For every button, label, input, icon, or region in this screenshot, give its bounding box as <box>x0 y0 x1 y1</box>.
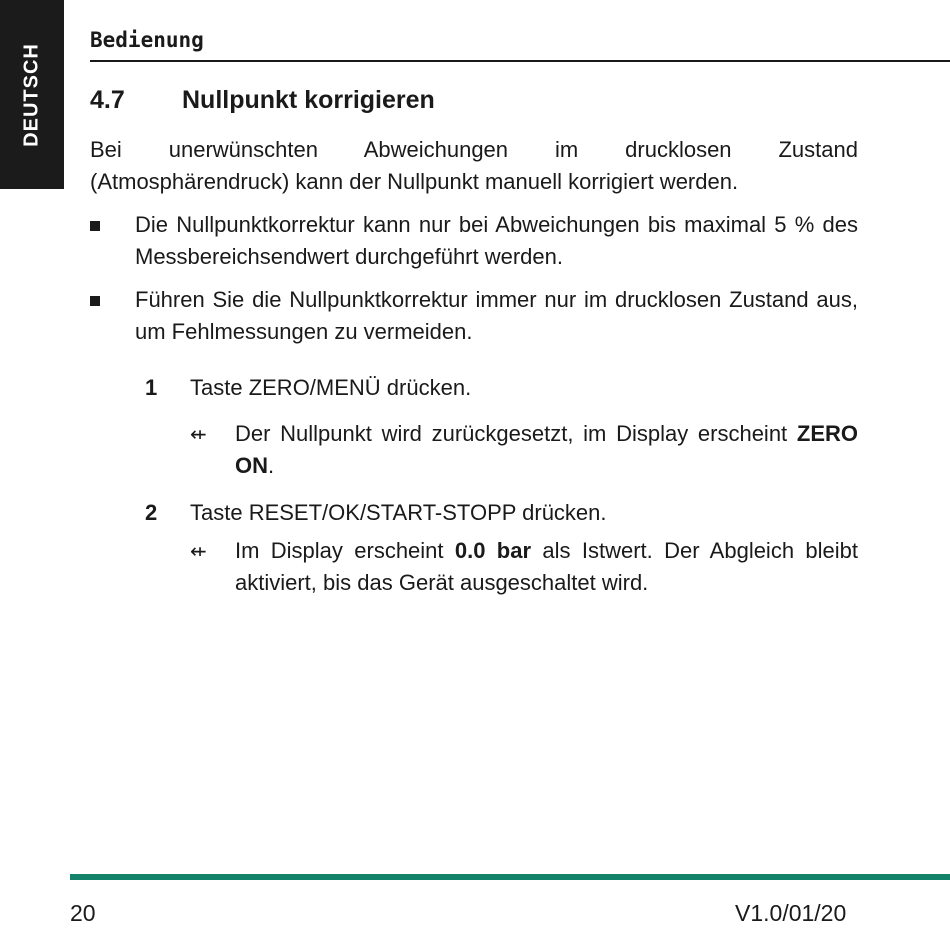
section-number: 4.7 <box>90 86 125 114</box>
step-result <box>190 535 858 599</box>
language-tab <box>0 0 64 189</box>
step-result <box>190 418 858 482</box>
result-display-value: 0.0 bar <box>454 538 532 563</box>
step-item <box>145 497 858 529</box>
step-number: 1 <box>145 375 158 400</box>
result-arrow-icon: ⇷ <box>190 539 207 563</box>
result-text <box>235 535 858 599</box>
result-text <box>235 418 858 482</box>
header-divider <box>90 60 950 62</box>
section-heading <box>90 86 435 115</box>
result-display-value: ZERO ON <box>235 421 858 478</box>
result-text-part: als Istwert. Der Abgleich bleibt aktiviert, bis das Gerät ausgeschaltet wird. <box>235 538 858 595</box>
result-text-part: Im Display erscheint <box>235 538 455 563</box>
bullet-square-icon <box>90 221 100 231</box>
footer-divider <box>70 874 950 880</box>
result-text-part: . <box>268 453 275 478</box>
step-number: 2 <box>145 500 158 525</box>
result-text-part: Der Nullpunkt wird zurückgesetzt, im Display erscheint <box>235 421 797 446</box>
bullet-square-icon <box>90 296 100 306</box>
list-item <box>90 209 858 273</box>
step-text: Taste RESET/OK/START-STOPP drücken. <box>190 500 607 525</box>
bullet-text: Die Nullpunktkorrektur kann nur bei Abweichungen bis maximal 5 % des Messbereichsendwert durchgeführt werden. <box>135 212 858 269</box>
list-item <box>90 284 858 348</box>
intro-paragraph: Bei unerwünschten Abweichungen im drucklosen Zustand (Atmosphärendruck) kann der Nullpunkt manuell korrigiert werden. <box>90 137 858 194</box>
step-text: Taste ZERO/MENÜ drücken. <box>190 375 472 400</box>
page-number: 20 <box>70 900 96 926</box>
chapter-header: Bedienung <box>90 28 204 52</box>
language-tab-label: DEUTSCH <box>20 43 43 147</box>
result-arrow-icon: ⇷ <box>190 422 207 446</box>
step-item <box>145 372 858 404</box>
document-version: V1.0/01/20 <box>735 900 847 926</box>
bullet-text: Führen Sie die Nullpunktkorrektur immer nur im drucklosen Zustand aus, um Fehlmessungen zu vermeiden. <box>135 287 858 344</box>
section-title: Nullpunkt korrigieren <box>182 86 435 114</box>
